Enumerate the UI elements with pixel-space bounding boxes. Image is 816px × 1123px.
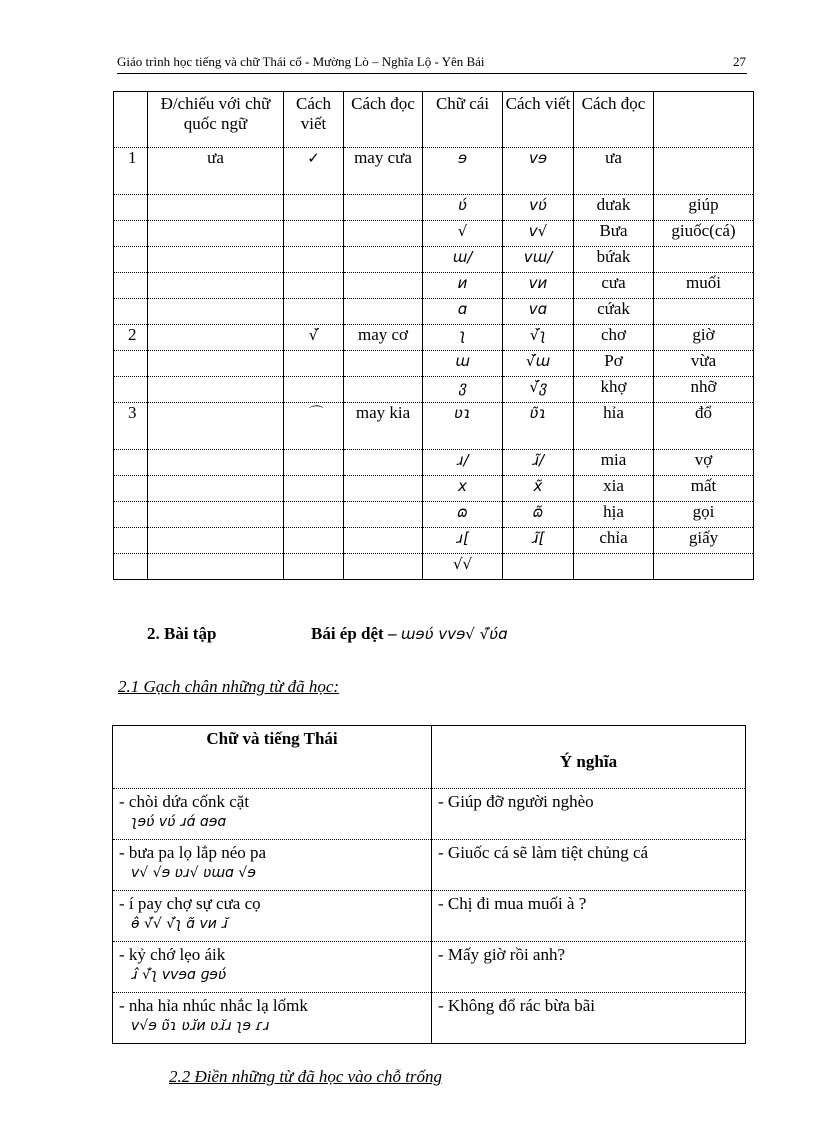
writing-cell: √̆ɯ bbox=[503, 351, 574, 377]
row-number bbox=[114, 247, 148, 273]
writing-cell: ɹ̃/ bbox=[503, 450, 574, 476]
writing-cell: v√ bbox=[503, 221, 574, 247]
vietnamese-transcription: - kỷ chớ lẹo áik bbox=[119, 945, 226, 964]
reading-cell bbox=[344, 502, 423, 528]
reading-cell: mia bbox=[574, 450, 654, 476]
thai-script-text: ɵ̂ √̆√ √̆ʅ ɑ̃ vи ɹ̆ bbox=[131, 916, 228, 932]
reading-cell: khợ bbox=[574, 377, 654, 403]
vietnamese-transcription: - í pay chợ sự cưa cọ bbox=[119, 894, 261, 913]
reading-cell bbox=[344, 554, 423, 580]
row-number bbox=[114, 377, 148, 403]
table-row bbox=[114, 351, 754, 377]
reading-cell: may kia bbox=[344, 403, 423, 450]
table-row bbox=[114, 273, 754, 299]
reading-cell bbox=[344, 351, 423, 377]
writing-cell: vɯ/ bbox=[503, 247, 574, 273]
header-title: Giáo trình học tiếng và chữ Thái cổ - Mường Lò – Nghĩa Lộ - Yên Bái bbox=[117, 54, 485, 69]
row-number: 3 bbox=[114, 403, 148, 450]
section-2-title-bold: Bái ép dệt – bbox=[311, 624, 397, 643]
meaning-cell bbox=[654, 148, 754, 195]
reading-cell bbox=[344, 377, 423, 403]
letter-cell: ɹ/ bbox=[423, 450, 503, 476]
meaning-cell: giờ bbox=[654, 325, 754, 351]
row-number bbox=[114, 554, 148, 580]
meaning-cell: giúp bbox=[654, 195, 754, 221]
row-number bbox=[114, 299, 148, 325]
quoc-ngu-cell bbox=[148, 325, 284, 351]
thai-phrase-cell bbox=[113, 993, 432, 1044]
thai-script-text: ɹ̂ √̆ʅ vvɘɑ ɡɘʋ́ bbox=[131, 967, 227, 983]
reading-cell bbox=[344, 273, 423, 299]
writing-cell: √̆ bbox=[284, 325, 344, 351]
page-number: 27 bbox=[733, 54, 746, 69]
writing-cell: √̆ვ bbox=[503, 377, 574, 403]
table-row bbox=[114, 148, 754, 195]
quoc-ngu-cell bbox=[148, 351, 284, 377]
reading-cell bbox=[344, 299, 423, 325]
col-header: Chữ cái bbox=[423, 92, 503, 148]
meaning-cell: vợ bbox=[654, 450, 754, 476]
writing-cell bbox=[284, 476, 344, 502]
table-header-row bbox=[113, 726, 746, 789]
meaning-cell: mất bbox=[654, 476, 754, 502]
writing-cell: vɑ bbox=[503, 299, 574, 325]
quoc-ngu-cell bbox=[148, 403, 284, 450]
quoc-ngu-cell bbox=[148, 221, 284, 247]
reading-cell: xia bbox=[574, 476, 654, 502]
reading-cell: may cơ bbox=[344, 325, 423, 351]
reading-cell bbox=[344, 450, 423, 476]
table-row bbox=[114, 403, 754, 450]
section-2-title bbox=[311, 624, 508, 644]
writing-cell: ✓ bbox=[284, 148, 344, 195]
alphabet-table bbox=[113, 91, 754, 580]
letter-cell: ɯ bbox=[423, 351, 503, 377]
letter-cell: ʋɿ bbox=[423, 403, 503, 450]
thai-phrase-cell bbox=[113, 789, 432, 840]
table-row bbox=[114, 554, 754, 580]
table-row bbox=[113, 840, 746, 891]
writing-cell: vɘ bbox=[503, 148, 574, 195]
quoc-ngu-cell bbox=[148, 450, 284, 476]
meaning-cell: - Mấy giờ rồi anh? bbox=[432, 942, 746, 993]
quoc-ngu-cell bbox=[148, 502, 284, 528]
quoc-ngu-cell bbox=[148, 247, 284, 273]
meaning-cell: - Giuốc cá sẽ làm tiệt chủng cá bbox=[432, 840, 746, 891]
row-number bbox=[114, 195, 148, 221]
col-header: Cách viết bbox=[284, 92, 344, 148]
meaning-cell: giấy bbox=[654, 528, 754, 554]
reading-cell: bứak bbox=[574, 247, 654, 273]
row-number: 2 bbox=[114, 325, 148, 351]
reading-cell: hịa bbox=[574, 502, 654, 528]
writing-cell: ⌒ bbox=[284, 403, 344, 450]
table-row bbox=[113, 789, 746, 840]
meaning-cell: vừa bbox=[654, 351, 754, 377]
thai-script-text: v√ɘ ʋ̃ɿ ʋɹ̆и ʋɹ̆ɹ ʅɘ ɾɹ bbox=[131, 1018, 270, 1034]
col-header bbox=[114, 92, 148, 148]
table-row bbox=[114, 502, 754, 528]
reading-cell bbox=[344, 476, 423, 502]
meaning-cell: giuốc(cá) bbox=[654, 221, 754, 247]
meaning-cell bbox=[654, 554, 754, 580]
letter-cell: ɑ bbox=[423, 299, 503, 325]
writing-cell bbox=[284, 247, 344, 273]
writing-cell bbox=[284, 377, 344, 403]
letter-cell: ɯ/ bbox=[423, 247, 503, 273]
col-header: Cách đọc bbox=[344, 92, 423, 148]
meaning-cell: đổ bbox=[654, 403, 754, 450]
exercise-table bbox=[112, 725, 746, 1044]
col-header: Cách viết bbox=[503, 92, 574, 148]
table-row bbox=[114, 476, 754, 502]
row-number bbox=[114, 450, 148, 476]
letter-cell: ვ bbox=[423, 377, 503, 403]
row-number bbox=[114, 502, 148, 528]
row-number bbox=[114, 476, 148, 502]
writing-cell bbox=[284, 502, 344, 528]
quoc-ngu-cell bbox=[148, 554, 284, 580]
col-header: Cách đọc bbox=[574, 92, 654, 148]
reading-cell: hỉa bbox=[574, 403, 654, 450]
table-row bbox=[114, 528, 754, 554]
thai-phrase-cell bbox=[113, 942, 432, 993]
thai-script-text: ʅɘʋ́ vʋ́ ɹɑ́ ɑɘɑ bbox=[131, 814, 227, 830]
vietnamese-transcription: - chòi dứa cốnk cặt bbox=[119, 792, 250, 811]
thai-script-text: v√ √ɘ ʋɹ√ ʋɯɑ √ɘ bbox=[131, 865, 256, 881]
header-rule bbox=[117, 73, 747, 74]
letter-cell: x bbox=[423, 476, 503, 502]
reading-cell: chơ bbox=[574, 325, 654, 351]
reading-cell: Pơ bbox=[574, 351, 654, 377]
writing-cell bbox=[284, 299, 344, 325]
meaning-cell: gọi bbox=[654, 502, 754, 528]
row-number bbox=[114, 528, 148, 554]
table-row bbox=[113, 993, 746, 1044]
writing-cell bbox=[284, 528, 344, 554]
row-number: 1 bbox=[114, 148, 148, 195]
meaning-cell bbox=[654, 299, 754, 325]
letter-cell: ɘ bbox=[423, 148, 503, 195]
reading-cell bbox=[344, 195, 423, 221]
row-number bbox=[114, 351, 148, 377]
row-number bbox=[114, 221, 148, 247]
quoc-ngu-cell bbox=[148, 195, 284, 221]
reading-cell bbox=[574, 554, 654, 580]
meaning-cell: muối bbox=[654, 273, 754, 299]
subsection-2-2-heading: 2.2 Điền những từ đã học vào chỗ trống bbox=[169, 1067, 443, 1086]
writing-cell bbox=[284, 195, 344, 221]
letter-cell: ɷ bbox=[423, 502, 503, 528]
vietnamese-transcription: - nha hỉa nhúc nhắc lạ lốmk bbox=[119, 996, 308, 1015]
table-row bbox=[114, 247, 754, 273]
quoc-ngu-cell bbox=[148, 476, 284, 502]
letter-cell: ʅ bbox=[423, 325, 503, 351]
quoc-ngu-cell bbox=[148, 299, 284, 325]
reading-cell bbox=[344, 221, 423, 247]
vietnamese-transcription: - bưa pa lọ lắp néo pa bbox=[119, 843, 267, 862]
writing-cell bbox=[284, 450, 344, 476]
writing-cell bbox=[503, 554, 574, 580]
quoc-ngu-cell: ưa bbox=[148, 148, 284, 195]
letter-cell: и bbox=[423, 273, 503, 299]
col-header: Đ/chiếu với chữ quốc ngữ bbox=[148, 92, 284, 148]
page-header bbox=[117, 54, 746, 70]
reading-cell: cưa bbox=[574, 273, 654, 299]
writing-cell: ʋ̃ɿ bbox=[503, 403, 574, 450]
table-row bbox=[114, 325, 754, 351]
writing-cell bbox=[284, 351, 344, 377]
writing-cell: vи bbox=[503, 273, 574, 299]
reading-cell bbox=[344, 528, 423, 554]
row-number bbox=[114, 273, 148, 299]
writing-cell bbox=[284, 221, 344, 247]
reading-cell: cứak bbox=[574, 299, 654, 325]
reading-cell: ưa bbox=[574, 148, 654, 195]
letter-cell: ʋ́ bbox=[423, 195, 503, 221]
table-row bbox=[113, 891, 746, 942]
reading-cell: dưak bbox=[574, 195, 654, 221]
table-row bbox=[113, 942, 746, 993]
writing-cell: vʋ́ bbox=[503, 195, 574, 221]
thai-phrase-cell bbox=[113, 840, 432, 891]
table-row bbox=[114, 299, 754, 325]
meaning-cell: - Giúp đỡ người nghèo bbox=[432, 789, 746, 840]
writing-cell bbox=[284, 554, 344, 580]
writing-cell: √̆ʅ bbox=[503, 325, 574, 351]
writing-cell: x̃ bbox=[503, 476, 574, 502]
table-row bbox=[114, 195, 754, 221]
reading-cell bbox=[344, 247, 423, 273]
table-row bbox=[114, 377, 754, 403]
col-header bbox=[654, 92, 754, 148]
meaning-cell bbox=[654, 247, 754, 273]
quoc-ngu-cell bbox=[148, 377, 284, 403]
letter-cell: √ bbox=[423, 221, 503, 247]
section-2-label: 2. Bài tập bbox=[147, 624, 217, 643]
thai-phrase-cell bbox=[113, 891, 432, 942]
meaning-cell: - Chị đi mua muối à ? bbox=[432, 891, 746, 942]
letter-cell: ɹ[ bbox=[423, 528, 503, 554]
quoc-ngu-cell bbox=[148, 273, 284, 299]
reading-cell: may cưa bbox=[344, 148, 423, 195]
writing-cell bbox=[284, 273, 344, 299]
letter-cell: √√ bbox=[423, 554, 503, 580]
col-header: Ý nghĩa bbox=[432, 726, 746, 789]
reading-cell: chỉa bbox=[574, 528, 654, 554]
table-row bbox=[114, 221, 754, 247]
writing-cell: ɷ̃ bbox=[503, 502, 574, 528]
reading-cell: Bưa bbox=[574, 221, 654, 247]
section-2-title-thai: ɯɘʋ́ vvɘ√ √̃ʋ́ɑ bbox=[400, 625, 508, 643]
meaning-cell: - Không đổ rác bừa bãi bbox=[432, 993, 746, 1044]
quoc-ngu-cell bbox=[148, 528, 284, 554]
meaning-cell: nhỡ bbox=[654, 377, 754, 403]
table-row bbox=[114, 450, 754, 476]
subsection-2-1-heading: 2.1 Gạch chân những từ đã học: bbox=[118, 677, 340, 696]
writing-cell: ɹ̃[ bbox=[503, 528, 574, 554]
table-header-row bbox=[114, 92, 754, 148]
col-header: Chữ và tiếng Thái bbox=[113, 726, 432, 789]
